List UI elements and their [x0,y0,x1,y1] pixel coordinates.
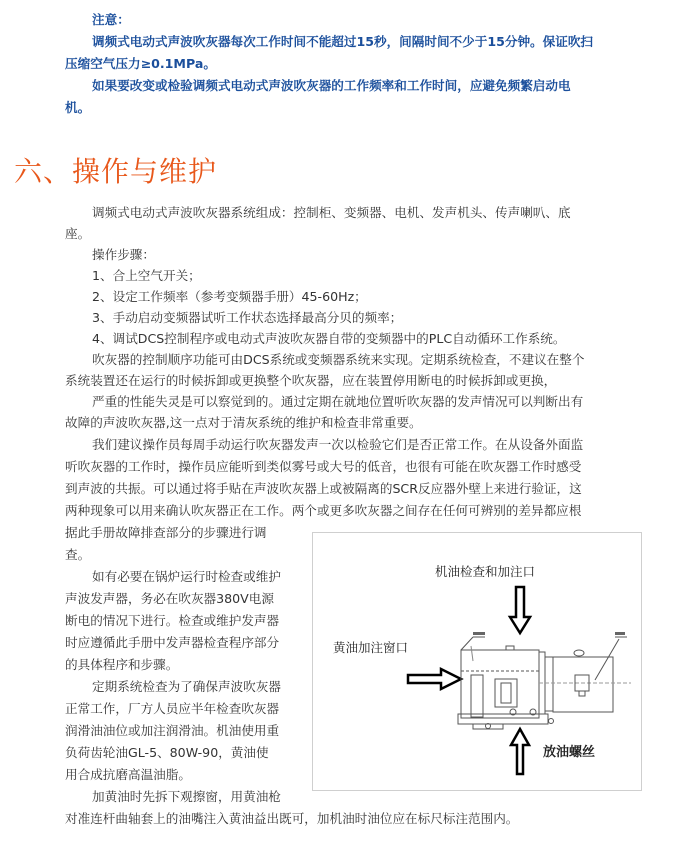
periodic-line: 负荷齿轮油GL-5、80W-90，黄油使 [65,745,269,760]
grease-line: 对准连杆曲轴套上的油嘴注入黄油益出既可，加机油时油位应在标尺标注范围内。 [65,811,519,826]
composition-line: 调频式电动式声波吹灰器系统组成：控制柜、变频器、电机、发声机头、传声喇叭、底 [92,205,571,220]
boiler-line: 声波发声器，务必在吹灰器380V电源 [65,591,274,606]
note-line: 机。 [65,100,91,115]
step-item: 4、调试DCS控制程序或电动式声波吹灰器自带的变频器中的PLC自动循环工作系统。 [92,331,566,346]
failure-line: 故障的声波吹灰器,这一点对于清灰系统的维护和检查非常重要。 [65,415,422,430]
maintenance-diagram [312,532,642,791]
weekly-line: 据此手册故障排查部分的步骤进行调 [65,525,267,540]
steps-heading: 操作步骤： [92,247,155,262]
note-heading: 注意： [92,12,130,27]
note-line: 如果要改变或检验调频式电动式声波吹灰器的工作频率和工作时间，应避免频繁启动电 [92,78,571,93]
arrow-up-icon [511,729,529,774]
callout-marks [473,632,625,635]
weekly-line: 我们建议操作员每周手动运行吹灰器发声一次以检验它们是否正常工作。在从设备外面监 [92,437,584,452]
step-item: 3、手动启动变频器试听工作状态选择最高分贝的频率； [92,310,403,325]
periodic-line: 定期系统检查为了确保声波吹灰器 [92,679,281,694]
weekly-line: 到声波的共振。可以通过将手贴在声波吹灰器上或被隔离的SCR反应器外壁上来进行验证，这 [65,481,582,496]
label-oil-check-fill-port: 机油检查和加注口 [435,564,536,579]
weekly-line: 听吹灰器的工作时，操作员应能听到类似雾号或大号的低音，也很有可能在吹灰器工作时感受 [65,459,582,474]
label-grease-fill-window: 黄油加注窗口 [333,640,409,655]
section-title: 六、操作与维护 [14,155,218,188]
label-drain-screw: 放油螺丝 [543,745,596,760]
periodic-line: 润滑油油位或加注润滑油。机油使用重 [65,723,280,738]
arrow-right-icon [408,669,461,689]
control-line: 系统装置还在运行的时候拆卸或更换整个吹灰器，应在装置停用断电的时候拆卸或更换， [65,373,557,388]
motor-body [539,637,631,712]
boiler-line: 时应遵循此手册中发声器检查程序部分 [65,635,280,650]
periodic-line: 用合成抗磨高温油脂。 [65,767,191,782]
weekly-line: 查。 [65,547,91,562]
boiler-line: 的具体程序和步骤。 [65,657,179,672]
step-item: 2、设定工作频率（参考变频器手册）45-60Hz； [92,289,367,304]
weekly-line: 两种现象可以用来确认吹灰器正在工作。两个或更多吹灰器之间存在任何可辨别的差异都应根 [65,503,582,518]
grease-line: 加黄油时先拆下观擦窗，用黄油枪 [92,789,281,804]
boiler-line: 断电的情况下进行。检查或维护发声器 [65,613,280,628]
periodic-line: 正常工作，厂方人员应半年检查吹灰器 [65,701,280,716]
arrow-down-icon [510,587,530,633]
boiler-line: 如有必要在锅炉运行时检查或维护 [92,569,281,584]
composition-line: 座。 [65,226,91,241]
failure-line: 严重的性能失灵是可以察觉到的。通过定期在就地位置听吹灰器的发声情况可以判断出有 [92,394,584,409]
control-line: 吹灰器的控制顺序功能可由DCS系统或变频器系统来实现。定期系统检查，不建议在整个 [92,352,585,367]
step-item: 1、合上空气开关； [92,268,201,283]
note-line: 压缩空气压力≥0.1MPa。 [65,56,216,71]
note-line: 调频式电动式声波吹灰器每次工作时间不能超过15秒，间隔时间不少于15分钟。保证吹扫 [92,34,594,49]
